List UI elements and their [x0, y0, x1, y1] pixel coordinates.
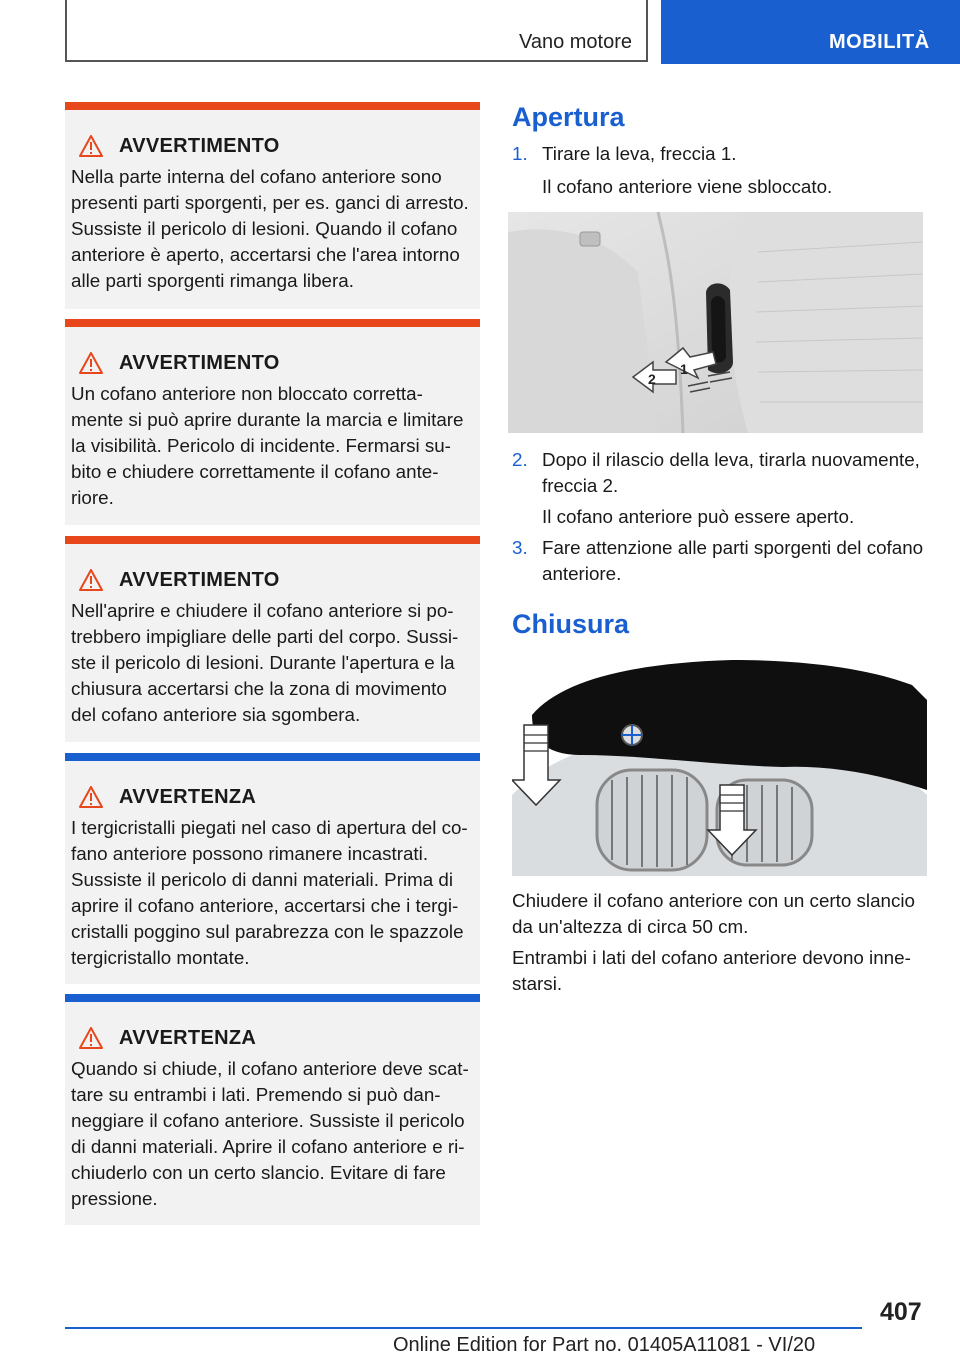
- closing-paragraph-2: Entrambi i lati del cofano anteriore devono inne- starsi.: [512, 947, 911, 994]
- warning-box-1: [65, 102, 480, 309]
- heading-apertura: Apertura: [512, 102, 625, 132]
- arrow-label-1: 1: [680, 361, 688, 377]
- warning-triangle-icon: [79, 786, 103, 808]
- notice-box-2: [65, 994, 480, 1225]
- arrow-label-2: 2: [648, 371, 656, 387]
- heading-chiusura: Chiusura: [512, 609, 630, 639]
- warning-box-3: [65, 536, 480, 742]
- page-number: 407: [880, 1298, 922, 1326]
- step-text: Fare attenzione alle parti sporgenti del cofano anteriore.: [542, 537, 924, 584]
- closing-hood-illustration: [512, 655, 927, 876]
- step-number: 2.: [512, 449, 528, 470]
- step-2: [512, 447, 932, 499]
- step-text: Dopo il rilascio della leva, tirarla nuovamente, freccia 2.: [542, 449, 920, 496]
- warning-triangle-icon: [79, 352, 103, 374]
- step-text: Tirare la leva, freccia 1.: [542, 143, 737, 164]
- warning-triangle-icon: [79, 1027, 103, 1049]
- step-3: [512, 535, 932, 587]
- step-2-result: Il cofano anteriore può essere aperto.: [542, 506, 855, 527]
- step-1-result: Il cofano anteriore viene sbloccato.: [542, 176, 833, 197]
- release-lever-illustration: [508, 212, 923, 433]
- step-1: [512, 141, 932, 167]
- warning-title: AVVERTIMENTO: [119, 568, 280, 591]
- warning-text: Nella parte interna del cofano anteriore sono presenti parti sporgenti, per es. ganci di arresto. Sussiste il pericolo di lesioni. Quando il cofano anteriore è aperto, accertarsi che l'area intorno alle parti sporgenti rimanga libera.: [71, 166, 469, 291]
- warning-text: Nell'aprire e chiudere il cofano anteriore si po- trebbero impigliare delle parti del corpo. Sussi- ste il pericolo di lesioni. Durante l'apertura e la chiusura accertarsi che la zona di movimento del cofano anteriore sia sgombera.: [71, 600, 459, 725]
- footer-divider: [65, 1327, 862, 1329]
- warning-triangle-icon: [79, 135, 103, 157]
- chapter-tab[interactable]: [661, 0, 960, 64]
- step-number: 3.: [512, 537, 528, 558]
- warning-box-2: [65, 319, 480, 525]
- footer-edition-text: Online Edition for Part no. 01405A11081 - VI/20: [393, 1334, 816, 1356]
- notice-title: AVVERTENZA: [119, 785, 257, 808]
- warning-title: AVVERTIMENTO: [119, 351, 280, 374]
- step-number: 1.: [512, 143, 528, 164]
- header-section-box: [65, 0, 648, 62]
- notice-text: I tergicristalli piegati nel caso di apertura del co- fano anteriore possono rimanere incastrati. Sussiste il pericolo di danni materiali. Prima di aprire il cofano anteriore, accertarsi che i tergi- cristalli poggino sul parabrezza con le spazzole tergicristallo montate.: [71, 817, 468, 968]
- chapter-title: MOBILITÀ: [829, 31, 930, 53]
- notice-text: Quando si chiude, il cofano anteriore deve scat- tare su entrambi i lati. Premendo si può dan- neggiare il cofano anteriore. Sussiste il pericolo di danni materiali. Aprire il cofano anteriore e ri- chiuderlo con un certo slancio. Evitare di fare pressione.: [71, 1058, 469, 1209]
- section-title: Vano motore: [518, 31, 632, 53]
- notice-title: AVVERTENZA: [119, 1026, 257, 1049]
- warning-triangle-icon: [79, 569, 103, 591]
- notice-box-1: [65, 753, 480, 984]
- warning-text: Un cofano anteriore non bloccato corretta- mente si può aprire durante la marcia e limitare la visibilità. Pericolo di incidente. Fermarsi su- bito e chiudere correttamente il cofano ante- riore.: [71, 383, 464, 508]
- warning-title: AVVERTIMENTO: [119, 134, 280, 157]
- closing-paragraph-1: Chiudere il cofano anteriore con un certo slancio da un'altezza di circa 50 cm.: [512, 890, 915, 937]
